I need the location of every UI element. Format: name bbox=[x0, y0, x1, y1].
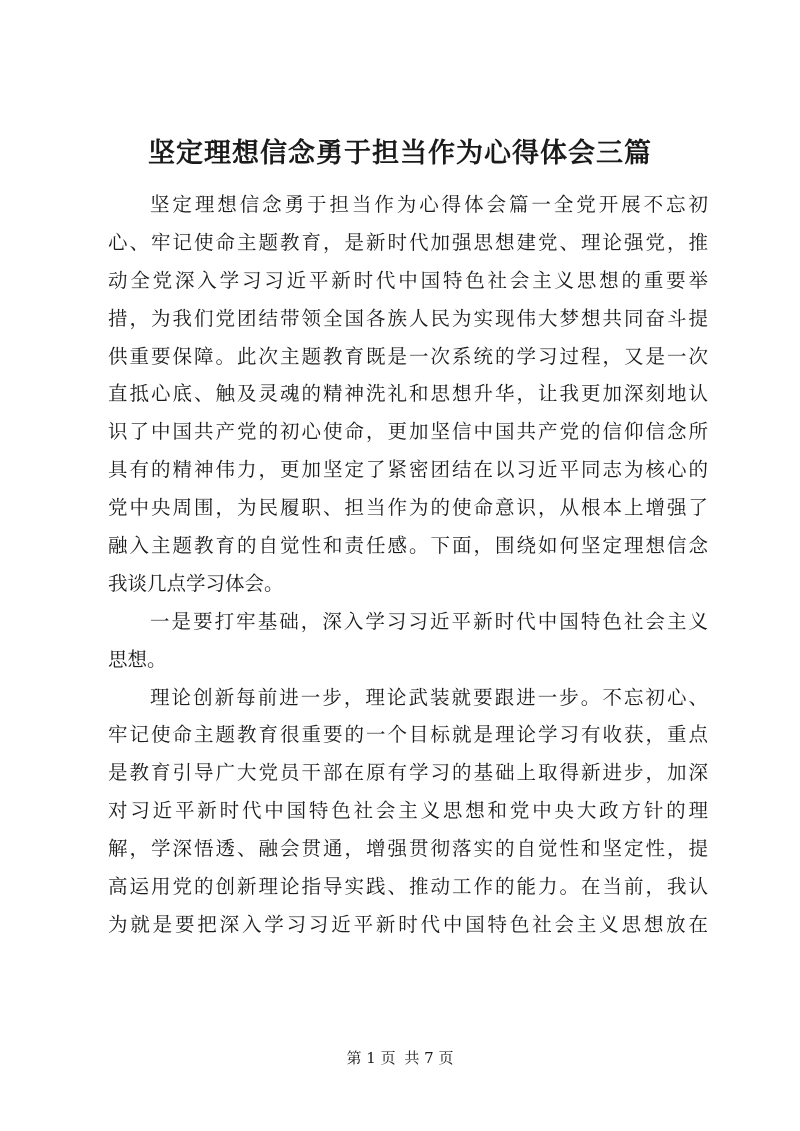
paragraph-line: 直抵心底、触及灵魂的精神洗礼和思想升华，让我更加深刻地认 bbox=[108, 382, 708, 406]
paragraph-line: 解，学深悟透、融会贯通，增强贯彻落实的自觉性和坚定性，提 bbox=[108, 837, 708, 861]
document-body bbox=[108, 186, 708, 944]
paragraph-line: 心、牢记使命主题教育，是新时代加强思想建党、理论强党，推 bbox=[108, 230, 708, 254]
page-total: 共 7 页 bbox=[404, 1049, 454, 1067]
paragraph-line: 坚定理想信念勇于担当作为心得体会篇一全党开展不忘初 bbox=[150, 193, 708, 216]
paragraph-line: 供重要保障。此次主题教育既是一次系统的学习过程，又是一次 bbox=[108, 344, 708, 368]
page-number: 第 1 页 bbox=[346, 1049, 396, 1067]
paragraph-line: 牢记使命主题教育很重要的一个目标就是理论学习有收获，重点 bbox=[108, 723, 708, 747]
paragraph-line: 党中央周围，为民履职、担当作为的使命意识，从根本上增强了 bbox=[108, 496, 708, 520]
paragraph-line: 融入主题教育的自觉性和责任感。下面，围绕如何坚定理想信念 bbox=[108, 534, 708, 558]
document-title: 坚定理想信念勇于担当作为心得体会三篇 bbox=[148, 138, 652, 169]
paragraph-line: 我谈几点学习体会。 bbox=[108, 571, 284, 595]
paragraph-line: 思想。 bbox=[108, 647, 167, 671]
paragraph-line: 高运用党的创新理论指导实践、推动工作的能力。在当前，我认 bbox=[108, 875, 708, 899]
page-footer bbox=[0, 1048, 800, 1068]
paragraph-line: 措，为我们党团结带领全国各族人民为实现伟大梦想共同奋斗提 bbox=[108, 306, 708, 330]
paragraph-line: 识了中国共产党的初心使命，更加坚信中国共产党的信仰信念所 bbox=[108, 420, 708, 444]
paragraph-line: 为就是要把深入学习习近平新时代中国特色社会主义思想放在 bbox=[108, 912, 708, 936]
paragraph-line: 理论创新每前进一步，理论武装就要跟进一步。不忘初心、 bbox=[150, 685, 708, 709]
paragraph-line: 对习近平新时代中国特色社会主义思想和党中央大政方针的理 bbox=[108, 799, 708, 823]
paragraph-line: 是教育引导广大党员干部在原有学习的基础上取得新进步，加深 bbox=[108, 761, 708, 785]
paragraph-line: 动全党深入学习习近平新时代中国特色社会主义思想的重要举 bbox=[108, 268, 708, 292]
paragraph-line: 具有的精神伟力，更加坚定了紧密团结在以习近平同志为核心的 bbox=[108, 458, 708, 482]
paragraph-line: 一是要打牢基础，深入学习习近平新时代中国特色社会主义 bbox=[150, 609, 708, 633]
